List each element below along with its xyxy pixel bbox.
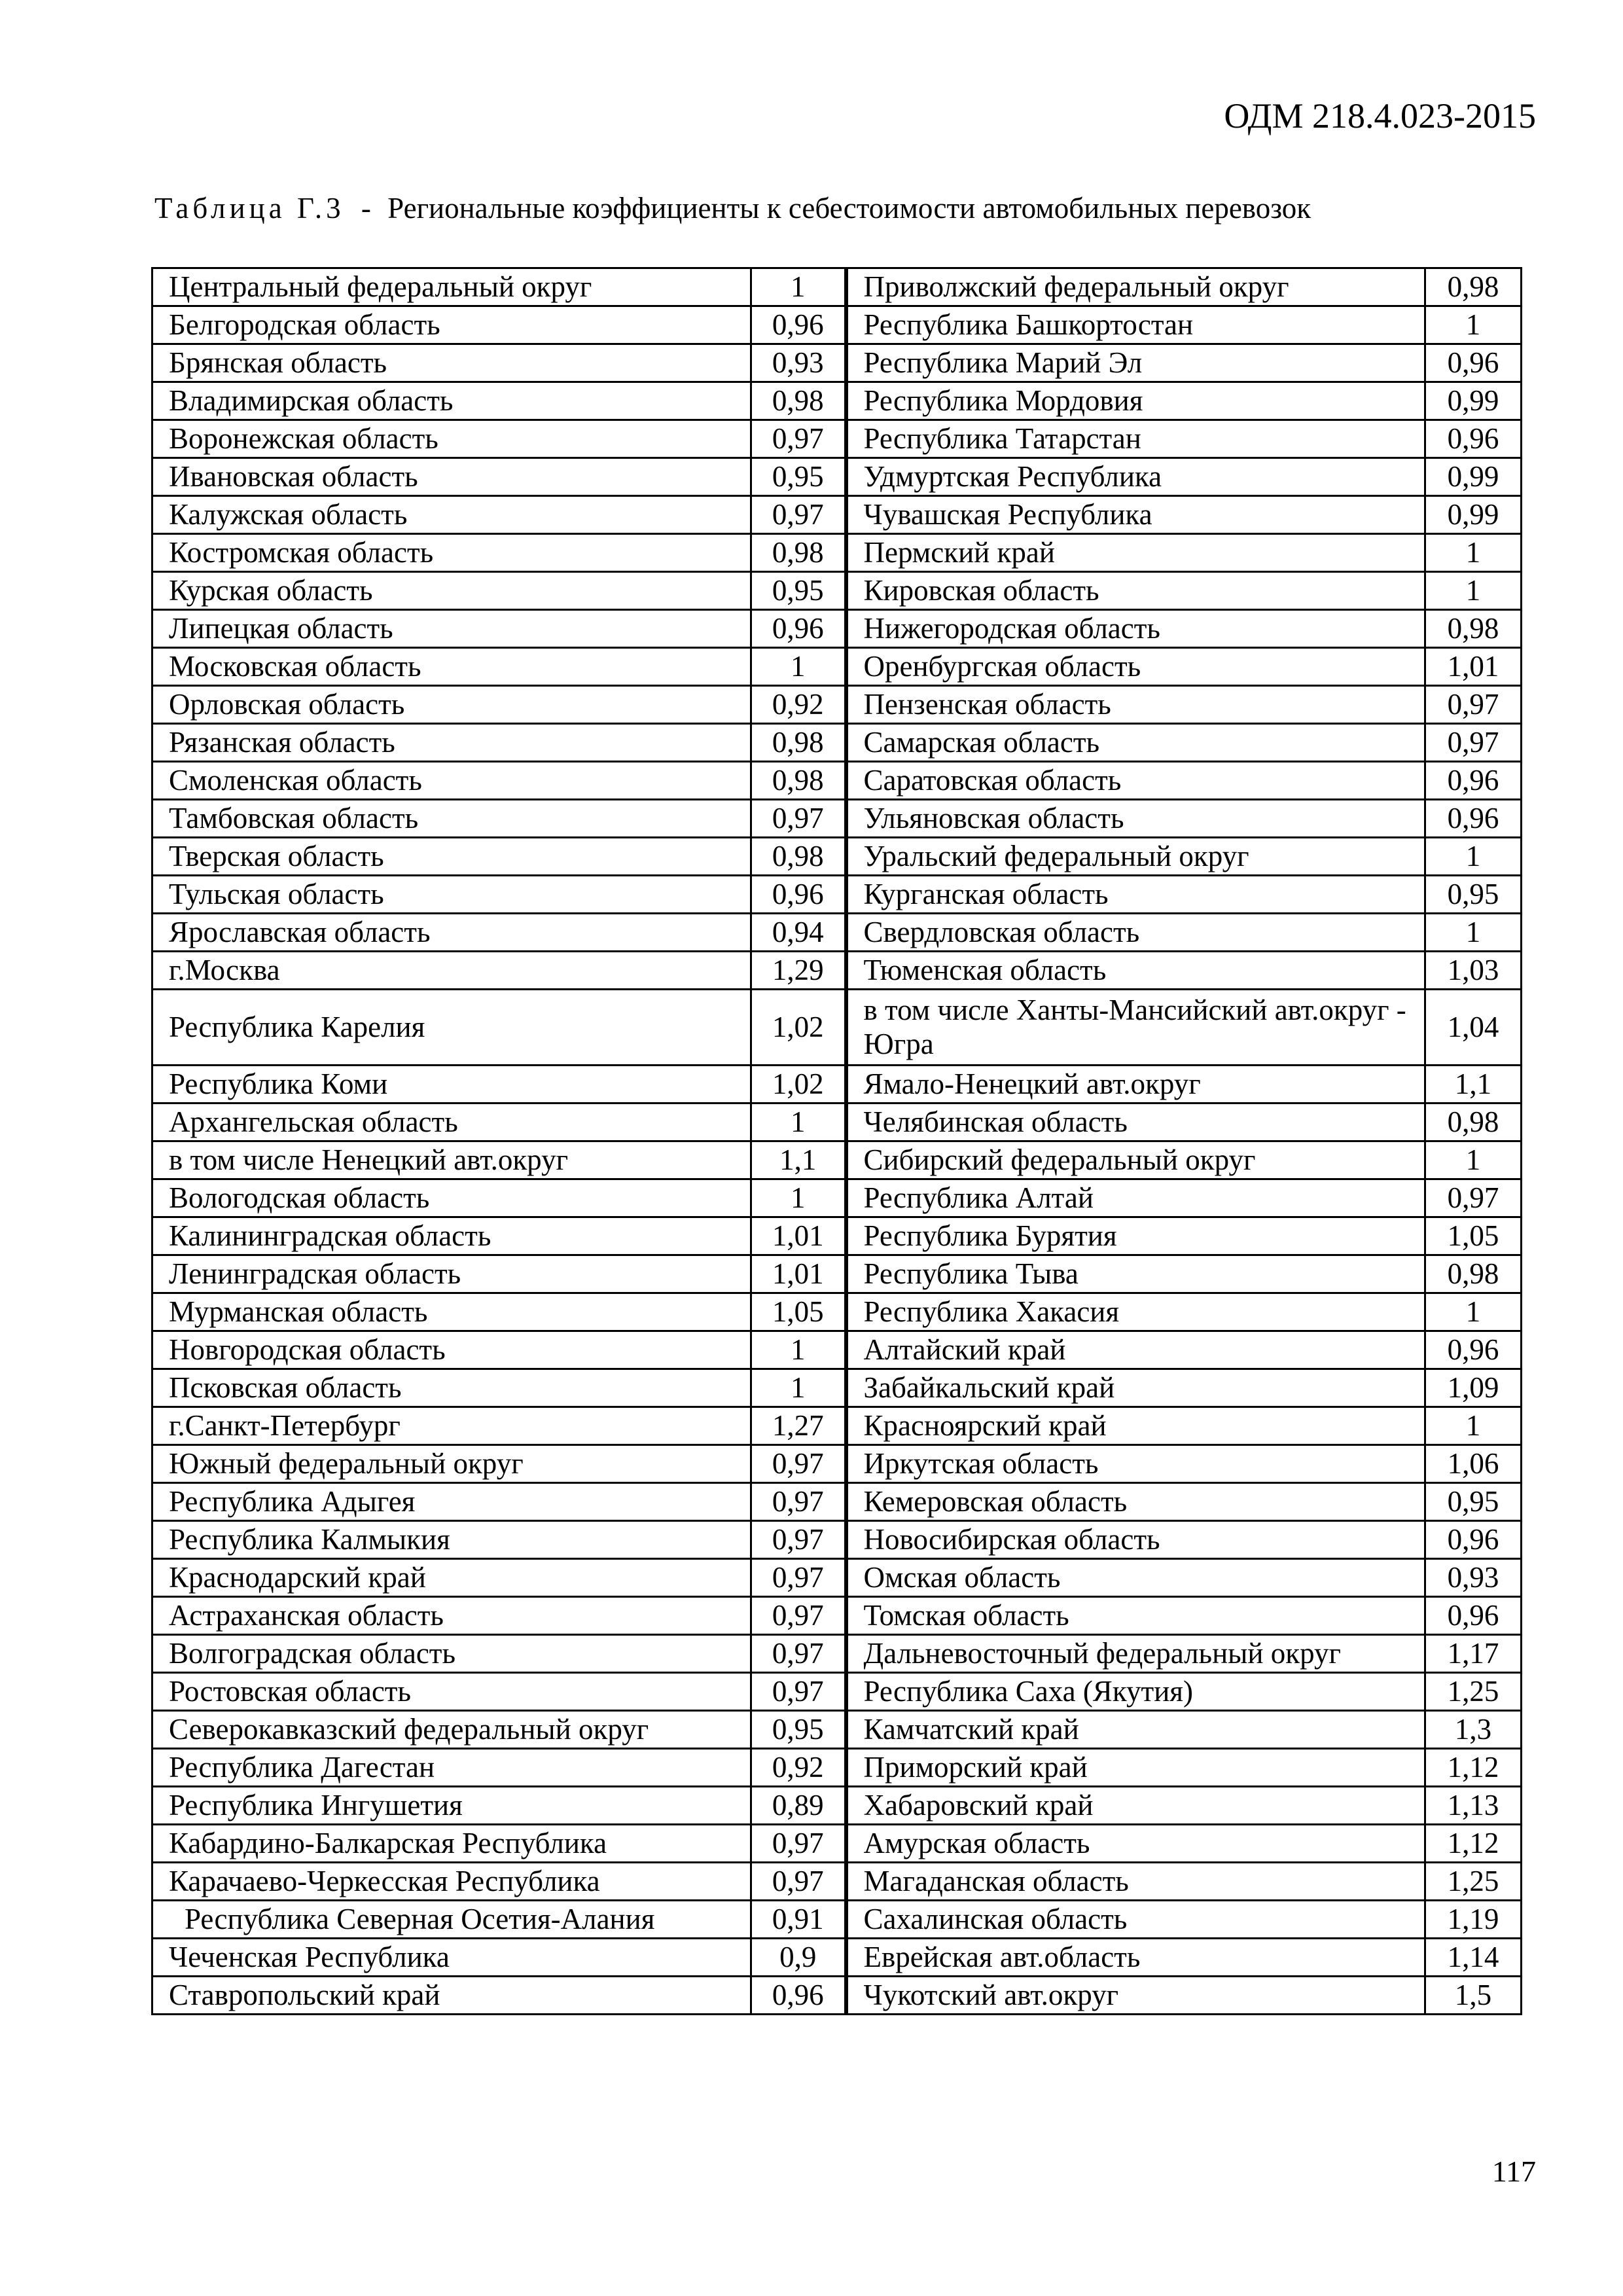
left-coefficient-value: 0,96 [751, 876, 846, 914]
right-region-name: Саратовская область [846, 762, 1425, 800]
right-coefficient-value: 1 [1425, 534, 1522, 572]
right-coefficient-value: 1,25 [1425, 1863, 1522, 1901]
left-region-name: г.Санкт-Петербург [152, 1407, 751, 1445]
table-row [152, 1103, 1522, 1141]
left-region-name: Волгоградская область [152, 1635, 751, 1673]
table-row [152, 1483, 1522, 1521]
left-coefficient-value: 0,98 [751, 534, 846, 572]
right-coefficient-value: 1,09 [1425, 1369, 1522, 1407]
right-coefficient-value: 0,96 [1425, 800, 1522, 838]
left-region-name: Курская область [152, 572, 751, 610]
table-row [152, 648, 1522, 686]
right-region-name: Томская область [846, 1597, 1425, 1635]
right-coefficient-value: 0,96 [1425, 344, 1522, 382]
left-region-name: Ростовская область [152, 1673, 751, 1711]
table-row [152, 534, 1522, 572]
table-row [152, 838, 1522, 876]
right-coefficient-value: 0,96 [1425, 762, 1522, 800]
left-coefficient-value: 1,27 [751, 1407, 846, 1445]
right-coefficient-value: 0,97 [1425, 686, 1522, 724]
left-region-name: Псковская область [152, 1369, 751, 1407]
left-coefficient-value: 0,97 [751, 800, 846, 838]
left-region-name: Воронежская область [152, 420, 751, 458]
left-coefficient-value: 1 [751, 1369, 846, 1407]
table-row [152, 496, 1522, 534]
right-region-name: Республика Татарстан [846, 420, 1425, 458]
table-row [152, 686, 1522, 724]
left-region-name: Тамбовская область [152, 800, 751, 838]
left-coefficient-value: 0,97 [751, 420, 846, 458]
table-row [152, 1521, 1522, 1559]
right-coefficient-value: 0,96 [1425, 1331, 1522, 1369]
table-row [152, 1066, 1522, 1103]
right-coefficient-value: 1 [1425, 306, 1522, 344]
left-region-name: г.Москва [152, 952, 751, 990]
left-region-name: Вологодская область [152, 1179, 751, 1217]
table-row [152, 1901, 1522, 1939]
right-coefficient-value: 0,93 [1425, 1559, 1522, 1597]
right-coefficient-value: 1,14 [1425, 1939, 1522, 1977]
left-coefficient-value: 0,95 [751, 572, 846, 610]
right-region-name: Удмуртская Республика [846, 458, 1425, 496]
left-coefficient-value: 0,96 [751, 306, 846, 344]
right-region-name: Республика Марий Эл [846, 344, 1425, 382]
right-region-name: Иркутская область [846, 1445, 1425, 1483]
left-coefficient-value: 1,1 [751, 1141, 846, 1179]
table-row [152, 1217, 1522, 1255]
table-caption-label: Таблица Г.3 [154, 192, 345, 224]
right-region-name: Приволжский федеральный округ [846, 268, 1425, 306]
left-region-name: Московская область [152, 648, 751, 686]
left-region-name: Тверская область [152, 838, 751, 876]
regional-coefficients-table [151, 267, 1522, 2015]
left-coefficient-value: 0,97 [751, 1445, 846, 1483]
table-row [152, 724, 1522, 762]
left-region-name: Мурманская область [152, 1293, 751, 1331]
left-region-name: Республика Северная Осетия-Алания [152, 1901, 751, 1939]
right-region-name: Нижегородская область [846, 610, 1425, 648]
left-coefficient-value: 0,97 [751, 1559, 846, 1597]
table-row [152, 1825, 1522, 1863]
right-coefficient-value: 1,12 [1425, 1749, 1522, 1787]
right-coefficient-value: 0,96 [1425, 1597, 1522, 1635]
table-row [152, 1179, 1522, 1217]
left-region-name: Южный федеральный округ [152, 1445, 751, 1483]
right-region-name: Республика Башкортостан [846, 306, 1425, 344]
left-region-name: Карачаево-Черкесская Республика [152, 1863, 751, 1901]
table-row [152, 1939, 1522, 1977]
right-coefficient-value: 0,97 [1425, 724, 1522, 762]
table-row [152, 1255, 1522, 1293]
left-region-name: Владимирская область [152, 382, 751, 420]
left-coefficient-value: 0,92 [751, 1749, 846, 1787]
table-caption [154, 194, 1311, 223]
right-coefficient-value: 1,12 [1425, 1825, 1522, 1863]
right-region-name: Республика Мордовия [846, 382, 1425, 420]
right-region-name: Дальневосточный федеральный округ [846, 1635, 1425, 1673]
table-row [152, 1863, 1522, 1901]
left-coefficient-value: 1,01 [751, 1217, 846, 1255]
right-coefficient-value: 1,19 [1425, 1901, 1522, 1939]
left-region-name: Кабардино-Балкарская Республика [152, 1825, 751, 1863]
right-region-name: Республика Хакасия [846, 1293, 1425, 1331]
table-row [152, 344, 1522, 382]
left-coefficient-value: 0,93 [751, 344, 846, 382]
left-coefficient-value: 0,97 [751, 1483, 846, 1521]
table-row [152, 1445, 1522, 1483]
left-coefficient-value: 1,02 [751, 990, 846, 1066]
left-region-name: Центральный федеральный округ [152, 268, 751, 306]
right-coefficient-value: 1 [1425, 914, 1522, 952]
left-region-name: Ленинградская область [152, 1255, 751, 1293]
right-region-name: Республика Тыва [846, 1255, 1425, 1293]
left-coefficient-value: 0,97 [751, 1863, 846, 1901]
right-coefficient-value: 0,95 [1425, 876, 1522, 914]
table-row [152, 1293, 1522, 1331]
right-region-name: Хабаровский край [846, 1787, 1425, 1825]
right-region-name: Челябинская область [846, 1103, 1425, 1141]
right-coefficient-value: 1 [1425, 838, 1522, 876]
left-coefficient-value: 0,97 [751, 496, 846, 534]
left-region-name: Северокавказский федеральный округ [152, 1711, 751, 1749]
right-region-name: Сахалинская область [846, 1901, 1425, 1939]
right-coefficient-value: 0,95 [1425, 1483, 1522, 1521]
right-region-name: Пензенская область [846, 686, 1425, 724]
right-coefficient-value: 1 [1425, 1293, 1522, 1331]
table-row [152, 1369, 1522, 1407]
table-row [152, 1635, 1522, 1673]
table-caption-dash: - [361, 192, 371, 224]
left-coefficient-value: 0,94 [751, 914, 846, 952]
table-row [152, 306, 1522, 344]
left-coefficient-value: 0,91 [751, 1901, 846, 1939]
left-region-name: Республика Дагестан [152, 1749, 751, 1787]
right-region-name: Новосибирская область [846, 1521, 1425, 1559]
left-region-name: Ярославская область [152, 914, 751, 952]
table-row [152, 268, 1522, 306]
table-row [152, 420, 1522, 458]
right-region-name: в том числе Ханты-Мансийский авт.округ - Югра [846, 990, 1425, 1066]
right-coefficient-value: 1,04 [1425, 990, 1522, 1066]
right-region-name: Ямало-Ненецкий авт.округ [846, 1066, 1425, 1103]
right-coefficient-value: 0,99 [1425, 382, 1522, 420]
left-coefficient-value: 0,97 [751, 1635, 846, 1673]
right-region-name: Чукотский авт.округ [846, 1977, 1425, 2015]
left-coefficient-value: 0,97 [751, 1521, 846, 1559]
right-region-name: Сибирский федеральный округ [846, 1141, 1425, 1179]
left-coefficient-value: 0,95 [751, 458, 846, 496]
right-region-name: Оренбургская область [846, 648, 1425, 686]
table-row [152, 458, 1522, 496]
table-row [152, 990, 1522, 1066]
left-region-name: Рязанская область [152, 724, 751, 762]
right-region-name: Пермский край [846, 534, 1425, 572]
right-coefficient-value: 0,97 [1425, 1179, 1522, 1217]
left-region-name: Республика Коми [152, 1066, 751, 1103]
table-row [152, 1711, 1522, 1749]
table-caption-text: Региональные коэффициенты к себестоимости автомобильных перевозок [387, 192, 1311, 224]
right-region-name: Кемеровская область [846, 1483, 1425, 1521]
left-coefficient-value: 0,97 [751, 1673, 846, 1711]
left-region-name: Астраханская область [152, 1597, 751, 1635]
right-region-name: Свердловская область [846, 914, 1425, 952]
table-row [152, 1331, 1522, 1369]
left-region-name: Орловская область [152, 686, 751, 724]
left-coefficient-value: 1 [751, 1179, 846, 1217]
table-row [152, 1597, 1522, 1635]
table-row [152, 382, 1522, 420]
right-coefficient-value: 0,96 [1425, 1521, 1522, 1559]
left-region-name: Ставропольский край [152, 1977, 751, 2015]
table-row [152, 762, 1522, 800]
right-coefficient-value: 0,99 [1425, 458, 1522, 496]
left-coefficient-value: 1 [751, 648, 846, 686]
right-region-name: Республика Саха (Якутия) [846, 1673, 1425, 1711]
left-region-name: Республика Калмыкия [152, 1521, 751, 1559]
right-coefficient-value: 1 [1425, 1141, 1522, 1179]
left-coefficient-value: 0,95 [751, 1711, 846, 1749]
left-region-name: Калининградская область [152, 1217, 751, 1255]
right-coefficient-value: 1,25 [1425, 1673, 1522, 1711]
left-coefficient-value: 1,02 [751, 1066, 846, 1103]
left-coefficient-value: 0,96 [751, 610, 846, 648]
right-coefficient-value: 1,03 [1425, 952, 1522, 990]
right-region-name: Уральский федеральный округ [846, 838, 1425, 876]
left-region-name: Республика Карелия [152, 990, 751, 1066]
right-coefficient-value: 1,3 [1425, 1711, 1522, 1749]
left-region-name: в том числе Ненецкий авт.округ [152, 1141, 751, 1179]
left-coefficient-value: 0,97 [751, 1597, 846, 1635]
right-region-name: Омская область [846, 1559, 1425, 1597]
right-coefficient-value: 1,06 [1425, 1445, 1522, 1483]
table-row [152, 1977, 1522, 2015]
right-coefficient-value: 0,98 [1425, 268, 1522, 306]
page-number: 117 [1491, 2155, 1536, 2188]
left-region-name: Республика Ингушетия [152, 1787, 751, 1825]
left-region-name: Смоленская область [152, 762, 751, 800]
table-row [152, 1749, 1522, 1787]
right-region-name: Республика Алтай [846, 1179, 1425, 1217]
table-body [152, 268, 1522, 2015]
table-row [152, 914, 1522, 952]
left-region-name: Краснодарский край [152, 1559, 751, 1597]
right-region-name: Магаданская область [846, 1863, 1425, 1901]
left-coefficient-value: 0,98 [751, 838, 846, 876]
table-row [152, 572, 1522, 610]
left-coefficient-value: 0,98 [751, 382, 846, 420]
right-coefficient-value: 1,1 [1425, 1066, 1522, 1103]
table-row [152, 1559, 1522, 1597]
left-coefficient-value: 0,96 [751, 1977, 846, 2015]
left-region-name: Республика Адыгея [152, 1483, 751, 1521]
left-coefficient-value: 1,29 [751, 952, 846, 990]
right-region-name: Чувашская Республика [846, 496, 1425, 534]
left-region-name: Тульская область [152, 876, 751, 914]
right-region-name: Алтайский край [846, 1331, 1425, 1369]
right-coefficient-value: 0,98 [1425, 1103, 1522, 1141]
right-coefficient-value: 0,99 [1425, 496, 1522, 534]
table-row [152, 610, 1522, 648]
right-coefficient-value: 1 [1425, 572, 1522, 610]
left-coefficient-value: 1 [751, 1331, 846, 1369]
left-region-name: Ивановская область [152, 458, 751, 496]
right-region-name: Камчатский край [846, 1711, 1425, 1749]
right-coefficient-value: 1,13 [1425, 1787, 1522, 1825]
right-coefficient-value: 1,01 [1425, 648, 1522, 686]
left-coefficient-value: 1,01 [751, 1255, 846, 1293]
left-coefficient-value: 0,9 [751, 1939, 846, 1977]
right-coefficient-value: 1,05 [1425, 1217, 1522, 1255]
right-coefficient-value: 1 [1425, 1407, 1522, 1445]
left-coefficient-value: 0,97 [751, 1825, 846, 1863]
right-region-name: Курганская область [846, 876, 1425, 914]
right-coefficient-value: 0,96 [1425, 420, 1522, 458]
right-region-name: Амурская область [846, 1825, 1425, 1863]
left-region-name: Архангельская область [152, 1103, 751, 1141]
table-row [152, 1407, 1522, 1445]
table-row [152, 800, 1522, 838]
left-region-name: Калужская область [152, 496, 751, 534]
left-coefficient-value: 0,98 [751, 762, 846, 800]
table-row [152, 1673, 1522, 1711]
right-region-name: Ульяновская область [846, 800, 1425, 838]
left-region-name: Костромская область [152, 534, 751, 572]
left-region-name: Чеченская Республика [152, 1939, 751, 1977]
left-coefficient-value: 0,98 [751, 724, 846, 762]
right-region-name: Красноярский край [846, 1407, 1425, 1445]
right-coefficient-value: 1,5 [1425, 1977, 1522, 2015]
right-coefficient-value: 1,17 [1425, 1635, 1522, 1673]
right-region-name: Кировская область [846, 572, 1425, 610]
right-region-name: Приморский край [846, 1749, 1425, 1787]
right-region-name: Республика Бурятия [846, 1217, 1425, 1255]
left-region-name: Липецкая область [152, 610, 751, 648]
document-code: ОДМ 218.4.023-2015 [1224, 96, 1536, 135]
right-coefficient-value: 0,98 [1425, 610, 1522, 648]
right-coefficient-value: 0,98 [1425, 1255, 1522, 1293]
table-row [152, 952, 1522, 990]
table-row [152, 1787, 1522, 1825]
left-coefficient-value: 1,05 [751, 1293, 846, 1331]
right-region-name: Еврейская авт.область [846, 1939, 1425, 1977]
right-region-name: Самарская область [846, 724, 1425, 762]
left-coefficient-value: 1 [751, 1103, 846, 1141]
left-region-name: Брянская область [152, 344, 751, 382]
table-row [152, 1141, 1522, 1179]
table-row [152, 876, 1522, 914]
right-region-name: Тюменская область [846, 952, 1425, 990]
left-coefficient-value: 0,89 [751, 1787, 846, 1825]
left-region-name: Белгородская область [152, 306, 751, 344]
right-region-name: Забайкальский край [846, 1369, 1425, 1407]
left-coefficient-value: 1 [751, 268, 846, 306]
left-region-name: Новгородская область [152, 1331, 751, 1369]
left-coefficient-value: 0,92 [751, 686, 846, 724]
